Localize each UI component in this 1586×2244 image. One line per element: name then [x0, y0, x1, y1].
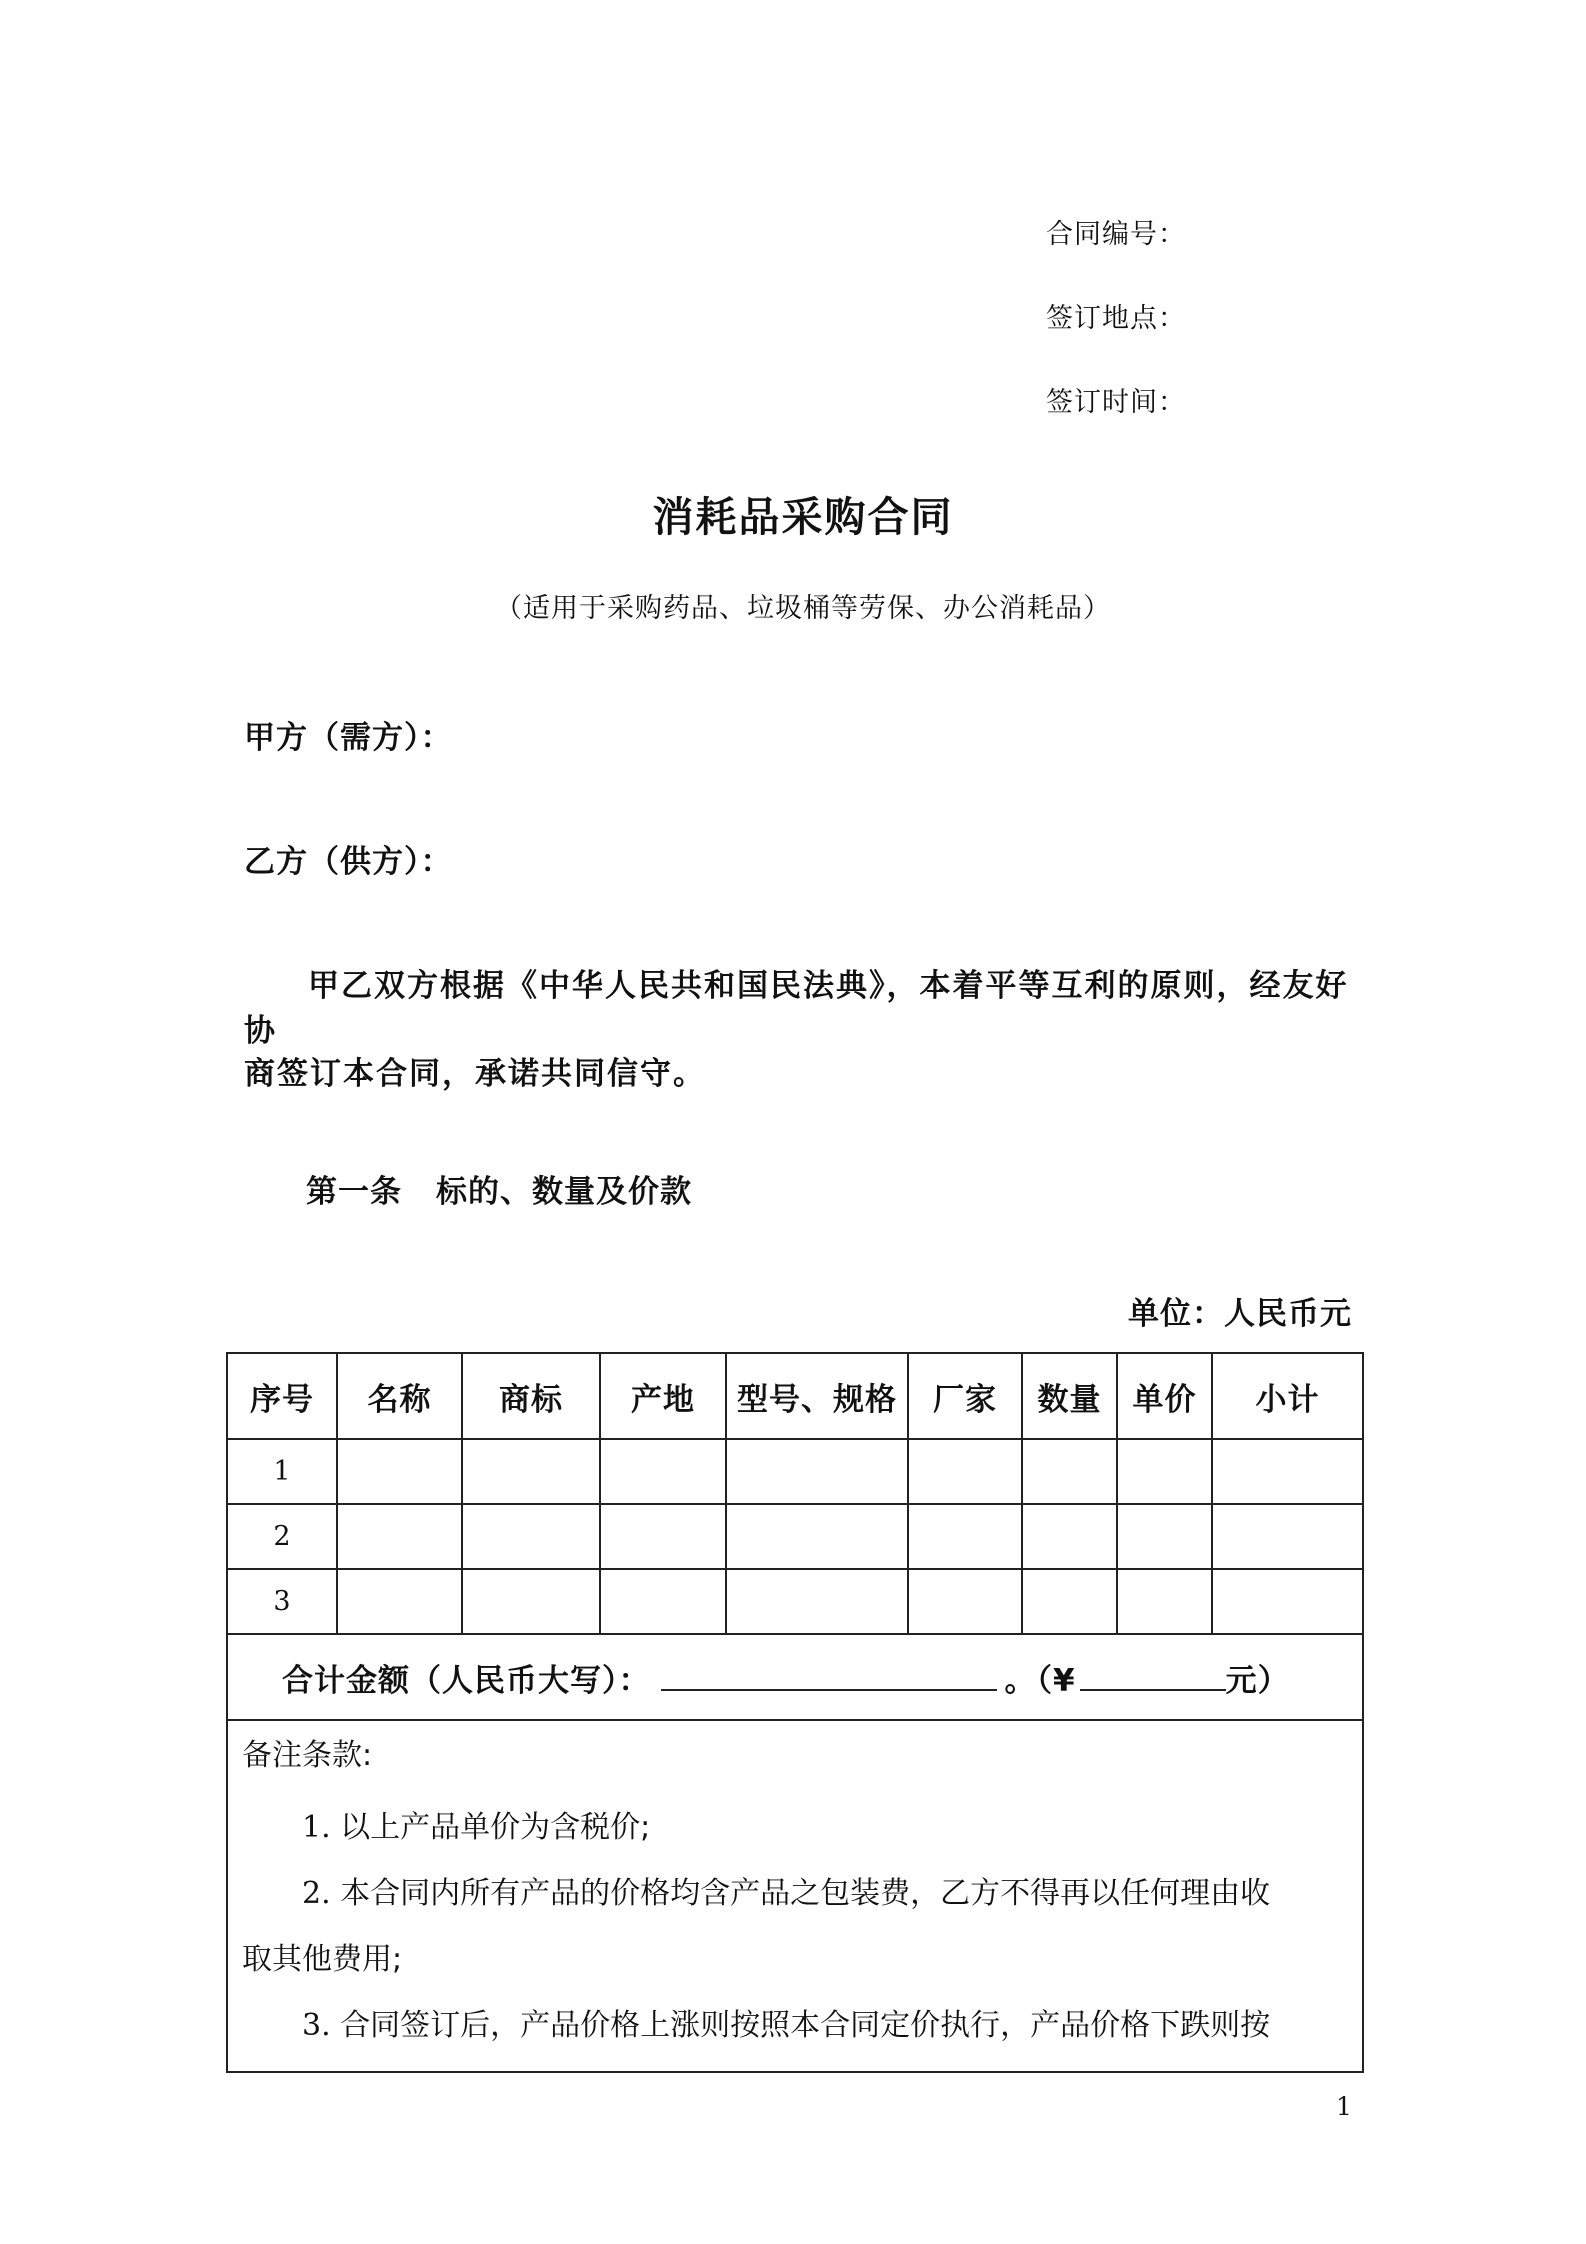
origin-cell[interactable]: [600, 1504, 726, 1569]
note-item: [242, 1993, 1358, 2059]
contract-number-label: 合同编号：: [1046, 219, 1186, 250]
unit-price-cell[interactable]: [1117, 1439, 1212, 1504]
intro-paragraph-line-2: 商签订本合同，承诺共同信守。: [244, 1056, 706, 1092]
subtotal-cell[interactable]: [1212, 1504, 1363, 1569]
brand-cell[interactable]: [462, 1504, 600, 1569]
total-amount-cell: [227, 1634, 1363, 1720]
header-origin: 产地: [600, 1353, 726, 1439]
quantity-cell[interactable]: [1022, 1504, 1117, 1569]
origin-cell[interactable]: [600, 1439, 726, 1504]
quantity-cell[interactable]: [1022, 1569, 1117, 1634]
article-number: 第一条: [306, 1174, 402, 1210]
article-1-heading: [306, 1166, 692, 1211]
note-index: 3.: [302, 2008, 331, 2043]
signing-place-label: 签订地点：: [1046, 303, 1186, 334]
subtotal-cell[interactable]: [1212, 1439, 1363, 1504]
table-row: [227, 1439, 1363, 1504]
manufacturer-cell[interactable]: [908, 1439, 1022, 1504]
header-manufacturer: 厂家: [908, 1353, 1022, 1439]
table-row: [227, 1504, 1363, 1569]
brand-cell[interactable]: [462, 1439, 600, 1504]
page-number: 1: [1336, 2092, 1352, 2121]
unit-price-cell[interactable]: [1117, 1569, 1212, 1634]
note-index: 2.: [302, 1876, 331, 1911]
header-subtotal: 小计: [1212, 1353, 1363, 1439]
note-item-continuation: [242, 1927, 1358, 1993]
note-item: [242, 1861, 1358, 1927]
subtotal-cell[interactable]: [1212, 1569, 1363, 1634]
note-text: 合同签订后，产品价格上涨则按照本合同定价执行，产品价格下跌则按: [340, 2008, 1271, 2043]
manufacturer-cell[interactable]: [908, 1569, 1022, 1634]
party-a-label: 甲方（需方）：: [244, 720, 453, 756]
model-spec-cell[interactable]: [726, 1569, 908, 1634]
row-index-cell: 3: [227, 1569, 337, 1634]
currency-unit-label: 单位：人民币元: [1128, 1296, 1352, 1332]
notes-title: 备注条款:: [242, 1738, 373, 1773]
quantity-cell[interactable]: [1022, 1439, 1117, 1504]
header-quantity: 数量: [1022, 1353, 1117, 1439]
total-amount-yuan-label: 元）: [1225, 1662, 1290, 1699]
article-title: 标的、数量及价款: [436, 1174, 692, 1210]
unit-price-cell[interactable]: [1117, 1504, 1212, 1569]
total-amount-figure-blank[interactable]: [1080, 1659, 1226, 1691]
header-name: 名称: [337, 1353, 462, 1439]
notes-cell: [227, 1720, 1363, 2072]
signing-time-label: 签订时间：: [1046, 387, 1186, 418]
model-spec-cell[interactable]: [726, 1439, 908, 1504]
row-index-cell: 2: [227, 1504, 337, 1569]
document-subtitle: （适用于采购药品、垃圾桶等劳保、办公消耗品）: [495, 593, 1111, 624]
name-cell[interactable]: [337, 1504, 462, 1569]
row-index-cell: 1: [227, 1439, 337, 1504]
party-b-label: 乙方（供方）：: [244, 844, 453, 880]
table-header-row: [227, 1353, 1363, 1439]
header-model-spec: 型号、规格: [726, 1353, 908, 1439]
total-amount-words-blank[interactable]: [661, 1659, 997, 1691]
table-row: [227, 1569, 1363, 1634]
manufacturer-cell[interactable]: [908, 1504, 1022, 1569]
total-amount-row: [227, 1634, 1363, 1720]
note-text: 取其他费用;: [242, 1942, 403, 1977]
goods-table: [226, 1352, 1364, 2073]
origin-cell[interactable]: [600, 1569, 726, 1634]
document-title: 消耗品采购合同: [652, 493, 954, 541]
header-brand: 商标: [462, 1353, 600, 1439]
total-amount-label: 合计金额（人民币大写）：: [282, 1662, 651, 1699]
name-cell[interactable]: [337, 1439, 462, 1504]
note-index: 1.: [302, 1810, 331, 1845]
model-spec-cell[interactable]: [726, 1504, 908, 1569]
note-text: 本合同内所有产品的价格均含产品之包装费，乙方不得再以任何理由收: [340, 1876, 1271, 1911]
note-item: [242, 1795, 1358, 1861]
notes-row: [227, 1720, 1363, 2072]
header-unit-price: 单价: [1117, 1353, 1212, 1439]
brand-cell[interactable]: [462, 1569, 600, 1634]
note-text: 以上产品单价为含税价;: [340, 1810, 651, 1845]
intro-paragraph-line-1: 甲乙双方根据《中华人民共和国民法典》，本着平等互利的原则，经友好协: [244, 968, 1349, 1049]
total-amount-yen-label: 。（¥: [1004, 1662, 1076, 1699]
header-index: 序号: [227, 1353, 337, 1439]
name-cell[interactable]: [337, 1569, 462, 1634]
